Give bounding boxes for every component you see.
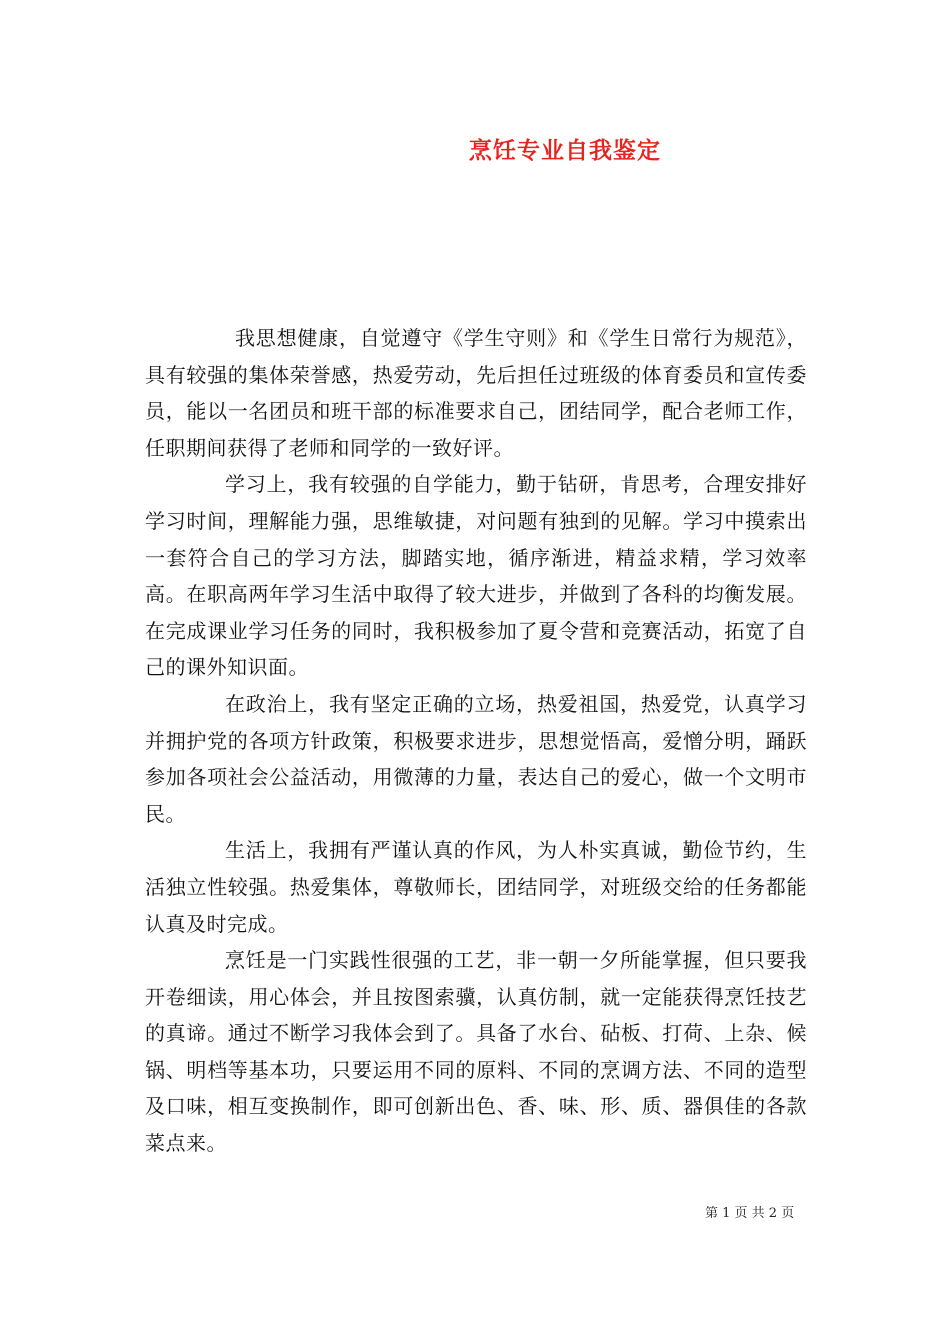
paragraph-life: 生活上，我拥有严谨认真的作风，为人朴实真诚，勤俭节约，生活独立性较强。热爱集体，尊敬师长，团结同学，对班级交给的任务都能认真及时完成。 [145, 838, 807, 936]
page-number-footer: 第 1 页 共 2 页 [705, 1206, 795, 1221]
paragraph-conduct: 我思想健康，自觉遵守《学生守则》和《学生日常行为规范》，具有较强的集体荣誉感，热爱劳动，先后担任过班级的体育委员和宣传委员，能以一名团员和班干部的标准要求自己，团结同学，配合老师工作，任职期间获得了老师和同学的一致好评。 [145, 326, 807, 460]
document-body [145, 320, 807, 1162]
paragraph-cooking: 烹饪是一门实践性很强的工艺，非一朝一夕所能掌握，但只要我开卷细读，用心体会，并且按图索骥，认真仿制，就一定能获得烹饪技艺的真谛。通过不断学习我体会到了。具备了水台、砧板、打荷、上杂、候锅、明档等基本功，只要运用不同的原料、不同的烹调方法、不同的造型及口味，相互变换制作，即可创新出色、香、味、形、质、器俱佳的各款菜点来。 [145, 948, 807, 1156]
paragraph-study: 学习上，我有较强的自学能力，勤于钻研，肯思考，合理安排好学习时间，理解能力强，思维敏捷，对问题有独到的见解。学习中摸索出一套符合自己的学习方法，脚踏实地，循序渐进，精益求精，学习效率高。在职高两年学习生活中取得了较大进步，并做到了各科的均衡发展。在完成课业学习任务的同时，我积极参加了夏令营和竞赛活动，拓宽了自己的课外知识面。 [145, 472, 807, 680]
document-title: 烹饪专业自我鉴定 [469, 137, 661, 164]
paragraph-politics: 在政治上，我有坚定正确的立场，热爱祖国，热爱党，认真学习并拥护党的各项方针政策，积极要求进步，思想觉悟高，爱憎分明，踊跃参加各项社会公益活动，用微薄的力量，表达自己的爱心，做一个文明市民。 [145, 691, 807, 826]
